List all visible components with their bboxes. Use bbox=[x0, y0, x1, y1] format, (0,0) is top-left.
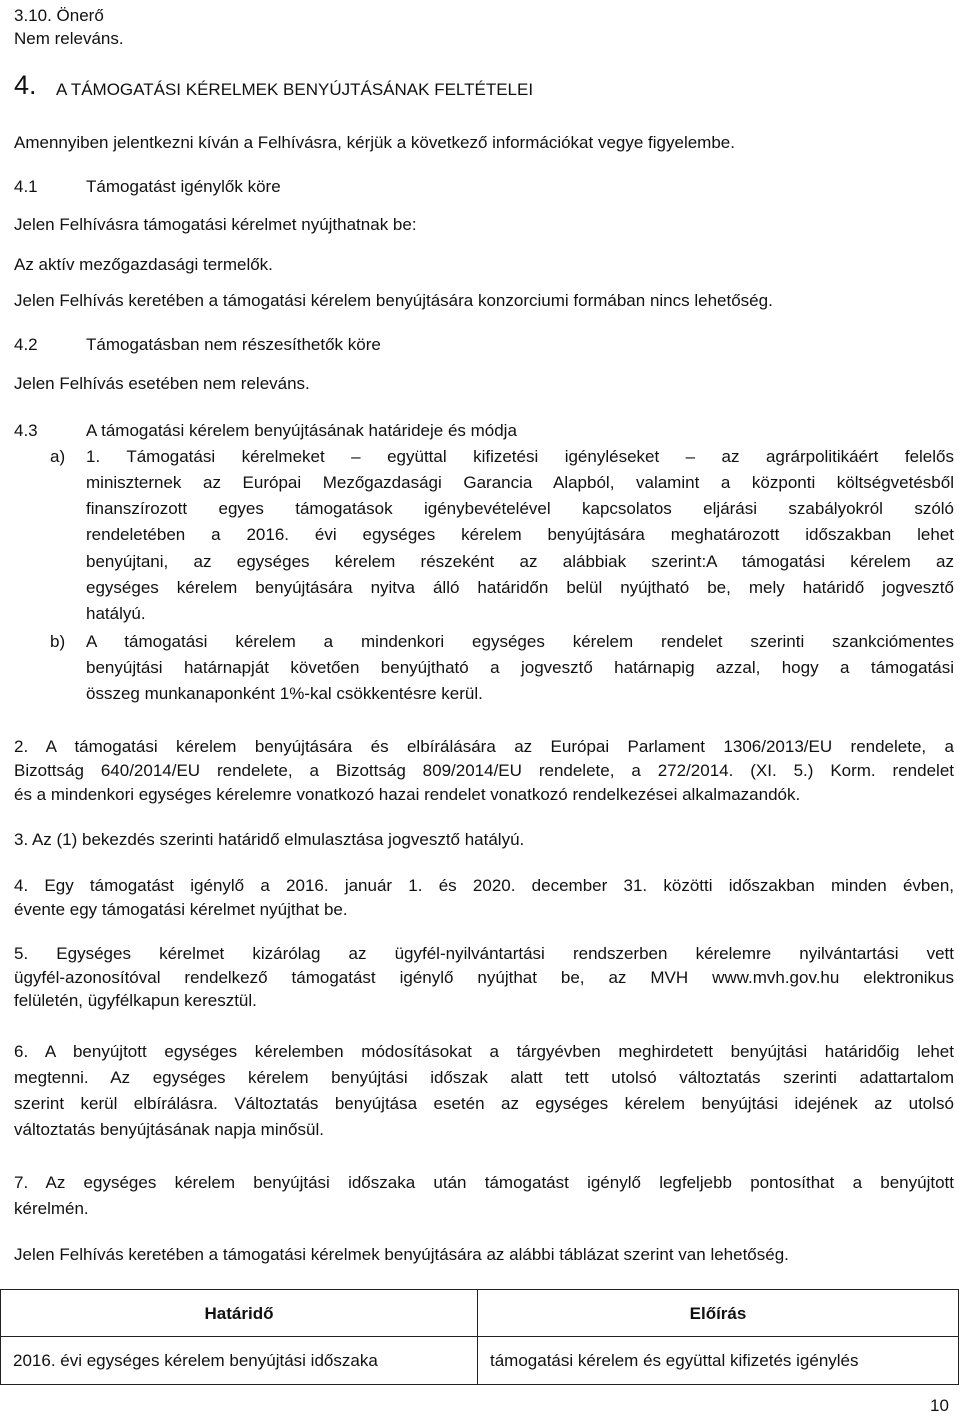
paragraph-3-line: 3. Az (1) bekezdés szerinti határidő elmulasztása jogvesztő hatályú. bbox=[14, 830, 525, 849]
table-header-row bbox=[1, 1290, 959, 1337]
paragraph-6-line: 6. A benyújtott egységes kérelemben módosításokat a tárgyévben meghirdetett benyújtási határidőig lehet bbox=[14, 1042, 954, 1061]
section-4-3-number: 4.3 bbox=[14, 421, 38, 440]
section-4-intro: Amennyiben jelentkezni kíván a Felhívásra, kérjük a következő információkat vegye figyelembe. bbox=[14, 133, 735, 152]
paragraph-7-line: 7. Az egységes kérelem benyújtási időszaka után támogatást igénylő legfeljebb pontosíthat a benyújtott bbox=[14, 1173, 954, 1192]
item-a-line: rendeletében a 2016. évi egységes kérelem benyújtására meghatározott időszakban lehet bbox=[86, 525, 954, 544]
closing-paragraph: Jelen Felhívás keretében a támogatási kérelmek benyújtására az alábbi táblázat szerint van lehetőség. bbox=[14, 1245, 789, 1264]
paragraph-7-line: kérelmén. bbox=[14, 1199, 89, 1218]
paragraph-5-line: 5. Egységes kérelmet kizárólag az ügyfél-nyilvántartási rendszerben kérelemre nyilvántartási vett bbox=[14, 944, 954, 963]
table-header-cell: Határidő bbox=[1, 1290, 478, 1337]
paragraph-4-line: 4. Egy támogatást igénylő a 2016. január 1. és 2020. december 31. közötti időszakban minden évben, bbox=[14, 876, 954, 895]
section-4-1-line: Az aktív mezőgazdasági termelők. bbox=[14, 255, 273, 274]
section-4-number: 4. bbox=[14, 70, 37, 100]
paragraph-5-line: felületén, ügyfélkapun keresztül. bbox=[14, 991, 257, 1010]
list-marker-b: b) bbox=[50, 632, 66, 651]
section-4-1-title: Támogatást igénylők köre bbox=[86, 177, 281, 196]
item-b-line: A támogatási kérelem a mindenkori egységes kérelem rendelet szerinti szankciómentes bbox=[86, 632, 954, 651]
deadline-table bbox=[0, 1289, 959, 1385]
section-4-1-line: Jelen Felhívásra támogatási kérelmet nyújthatnak be: bbox=[14, 215, 417, 234]
section-4-2-title: Támogatásban nem részesíthetők köre bbox=[86, 335, 381, 354]
paragraph-2-line: Bizottság 640/2014/EU rendelete, a Bizottság 809/2014/EU rendelete, a 272/2014. (XI. 5.) Korm. rendelet bbox=[14, 761, 954, 780]
paragraph-5-line: ügyfél-azonosítóval rendelkező támogatást igénylő nyújthat be, az MVH www.mvh.gov.hu elektronikus bbox=[14, 968, 954, 987]
section-4-title: A TÁMOGATÁSI KÉRELMEK BENYÚJTÁSÁNAK FELTÉTELEI bbox=[56, 80, 534, 99]
table-header-cell: Előírás bbox=[478, 1290, 959, 1337]
paragraph-6-line: megtenni. Az egységes kérelem benyújtási időszak alatt tett utolsó változtatás szerinti adattartalom bbox=[14, 1068, 954, 1087]
table-row bbox=[1, 1337, 959, 1385]
table-cell: 2016. évi egységes kérelem benyújtási időszaka bbox=[1, 1337, 478, 1385]
page-number: 10 bbox=[930, 1396, 949, 1415]
item-a-line: benyújtani, az egységes kérelem részeként az alábbiak szerint:A támogatási kérelem az bbox=[86, 552, 954, 571]
paragraph-4-line: évente egy támogatási kérelmet nyújthat be. bbox=[14, 900, 348, 919]
item-a-line: 1. Támogatási kérelmeket – együttal kifizetési igényléseket – az agrárpolitikáért felelős bbox=[86, 447, 954, 466]
paragraph-6-line: változtatás benyújtásának napja minősül. bbox=[14, 1120, 324, 1139]
section-4-3-title: A támogatási kérelem benyújtásának határideje és módja bbox=[86, 421, 517, 440]
section-4-1-line: Jelen Felhívás keretében a támogatási kérelem benyújtására konzorciumi formában nincs lehetőség. bbox=[14, 291, 773, 310]
item-a-line: finanszírozott egyes támogatások igénybevételével kapcsolatos eljárási szabályokról szóló bbox=[86, 499, 954, 518]
paragraph-2-line: és a mindenkori egységes kérelemre vonatkozó hazai rendelet vonatkozó rendelkezései alkalmazandók. bbox=[14, 785, 801, 804]
item-a-line: hatályú. bbox=[86, 604, 146, 623]
item-a-line: egységes kérelem benyújtására nyitva álló határidőn belül nyújtható be, mely határidő jogvesztő bbox=[86, 578, 954, 597]
list-marker-a: a) bbox=[50, 447, 66, 466]
table-cell: támogatási kérelem és együttal kifizetés igénylés bbox=[478, 1337, 959, 1385]
section-4-1-number: 4.1 bbox=[14, 177, 38, 196]
section-3-10-heading: 3.10. Önerő bbox=[14, 6, 104, 25]
item-b-line: összeg munkanaponként 1%-kal csökkentésre kerül. bbox=[86, 684, 483, 703]
section-4-2-number: 4.2 bbox=[14, 335, 38, 354]
paragraph-2-line: 2. A támogatási kérelem benyújtására és elbírálására az Európai Parlament 1306/2013/EU rendelete, a bbox=[14, 737, 954, 756]
item-b-line: benyújtási határnapját követően benyújtható a jogvesztő határnapig azzal, hogy a támogatási bbox=[86, 658, 954, 677]
paragraph-6-line: szerint kerül elbírálásra. Változtatás benyújtása esetén az egységes kérelem benyújtási idejének az utolsó bbox=[14, 1094, 954, 1113]
item-a-line: miniszternek az Európai Mezőgazdasági Garancia Alapból, valamint a központi költségvetésből bbox=[86, 473, 954, 492]
section-3-10-text: Nem releváns. bbox=[14, 29, 124, 48]
section-4-2-text: Jelen Felhívás esetében nem releváns. bbox=[14, 374, 310, 393]
